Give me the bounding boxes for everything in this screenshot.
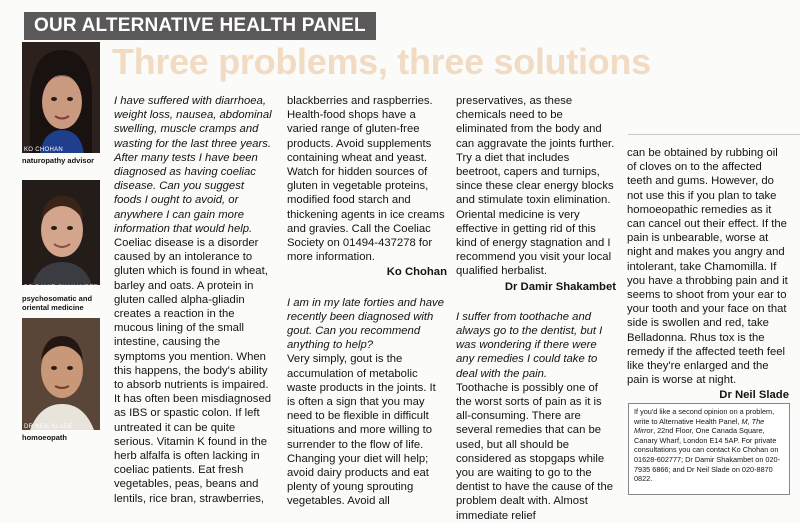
question-coeliac: I have suffered with diarrhoea, weight loss, nausea, abdominal swelling, muscle cramps and wasting for the last three years. After many tests I have been diagnosed as having coeliac disease. Can you suggest foods I ought to avoid, or anywhere I can gain more information that would help. <box>114 95 272 235</box>
role-label: naturopathy advisor <box>22 156 95 165</box>
info-address: , 22nd Floor, One Canada Square, Canary Wharf, London E14 5AP. <box>634 426 765 445</box>
info-publication: M, The Mirror <box>634 416 765 436</box>
column-2 <box>287 94 447 509</box>
portrait-man-icon <box>22 180 100 285</box>
photo-damir-shakambet <box>22 180 100 285</box>
question-gout: I am in my late forties and have recently been diagnosed with gout. Can you recommend anything to help? <box>287 296 444 352</box>
photo-label: DR NEIL SLADE <box>24 424 73 430</box>
answer-toothache-part2: can be obtained by rubbing oil of cloves on to the affected teeth and gums. However, do not use this if you plan to take homoeopathic remedies as it can cancel out their effect. If the pain is unbearable, worse at night and makes you angry and intolerant, take Chamomilla. If you have a throbbing pain and it seems to shoot from your ear to your tooth and your face on that side is swollen and red, take Belladonna. Rhus tox is the remedy if the affected teeth feel like they're enlarged and the pain is worse at night. <box>627 147 788 387</box>
headline: Three problems, three solutions <box>112 41 651 82</box>
column-4 <box>627 146 789 403</box>
section-banner: OUR ALTERNATIVE HEALTH PANEL <box>24 12 376 40</box>
info-consultations: For private consultations you can contact Ko Chohan on 01628-602777; Dr Damir Shakambet on 020-7935 6866; and Dr Neil Slade on 020-8870 0822. <box>634 435 781 484</box>
page-fold-line <box>628 134 800 135</box>
role-label: homoeopath <box>22 433 67 442</box>
photo-label: KO CHOHAN <box>24 147 64 153</box>
answer-coeliac-part1: Coeliac disease is a disorder caused by an intolerance to gluten which is found in wheat, barley and oats. A protein in gluten called alpha-gliadin creates a reaction in the mucous lining of the small intestine, causing the symptoms you mention. When this happens, the body's ability to absorb nutrients is impaired. It has often been misdiagnosed as IBS or spastic colon. If left untreated it can be quite serious. Vitamin K found in the herb alfalfa is often lacking in coeliac patients. Eat fresh vegetables, peas, beans and lentils, rice bran, strawberries, <box>114 237 272 505</box>
info-line-1: If you'd like a second opinion on a problem, write to Alternative Health Panel, <box>634 407 775 426</box>
photo-neil-slade <box>22 318 100 430</box>
role-label: psychosomatic and oriental medicine <box>22 294 93 312</box>
answer-toothache-part1: Toothache is possibly one of the worst sorts of pain as it is all-consuming. There are several remedies that can be used, but all should be considered as stopgaps while you are waiting to go to the dentist to have the cause of the problem dealt with. Almost immediate relief <box>456 381 614 522</box>
photo-label: DR DAMIR SHAKAMBET <box>24 285 98 291</box>
portrait-man-icon <box>22 318 100 430</box>
answer-gout-part2: preservatives, as these chemicals need to be eliminated from the body and can aggravate the joints further. Try a diet that includes beetroot, capers and turnips, since these clear energy blocks and stimulate toxin elimination. Oriental medicine is very effective in getting rid of this kind of energy stagnation and I recommend you visit your local qualified herbalist. <box>456 95 615 278</box>
answer-coeliac-part2: blackberries and raspberries. Health-food shops have a varied range of gluten-free products. Avoid supplements containing wheat and yeast. Watch for hidden sources of gluten in vegetable proteins, modified food starch and thickening agents in ice creams and gravies. Call the Coeliac Society on 01494-437278 for more information. <box>287 95 445 264</box>
caption-damir-shakambet <box>22 282 108 312</box>
column-3 <box>456 94 616 523</box>
answer-gout-part1: Very simply, gout is the accumulation of metabolic waste products in the joints. It is often a sign that you may need to be flexible in difficult situations and more willing to surrender to the flow of life. Changing your diet will help; avoid dairy products and eat plenty of young sprouting vegetables. Avoid all <box>287 353 436 508</box>
photo-ko-chohan <box>22 42 100 153</box>
question-toothache: I suffer from toothache and always go to the dentist, but I was wondering if there were any remedies I could take to deal with the pain. <box>456 310 603 380</box>
contact-info-box <box>628 403 790 495</box>
portrait-woman-icon <box>22 42 100 153</box>
signature-neil-slade: Dr Neil Slade <box>719 389 789 402</box>
column-1 <box>114 94 274 506</box>
caption-ko-chohan <box>22 144 108 165</box>
signature-damir-shakambet: Dr Damir Shakambet <box>504 280 616 293</box>
signature-ko-chohan: Ko Chohan <box>386 266 447 279</box>
caption-neil-slade <box>22 421 108 442</box>
